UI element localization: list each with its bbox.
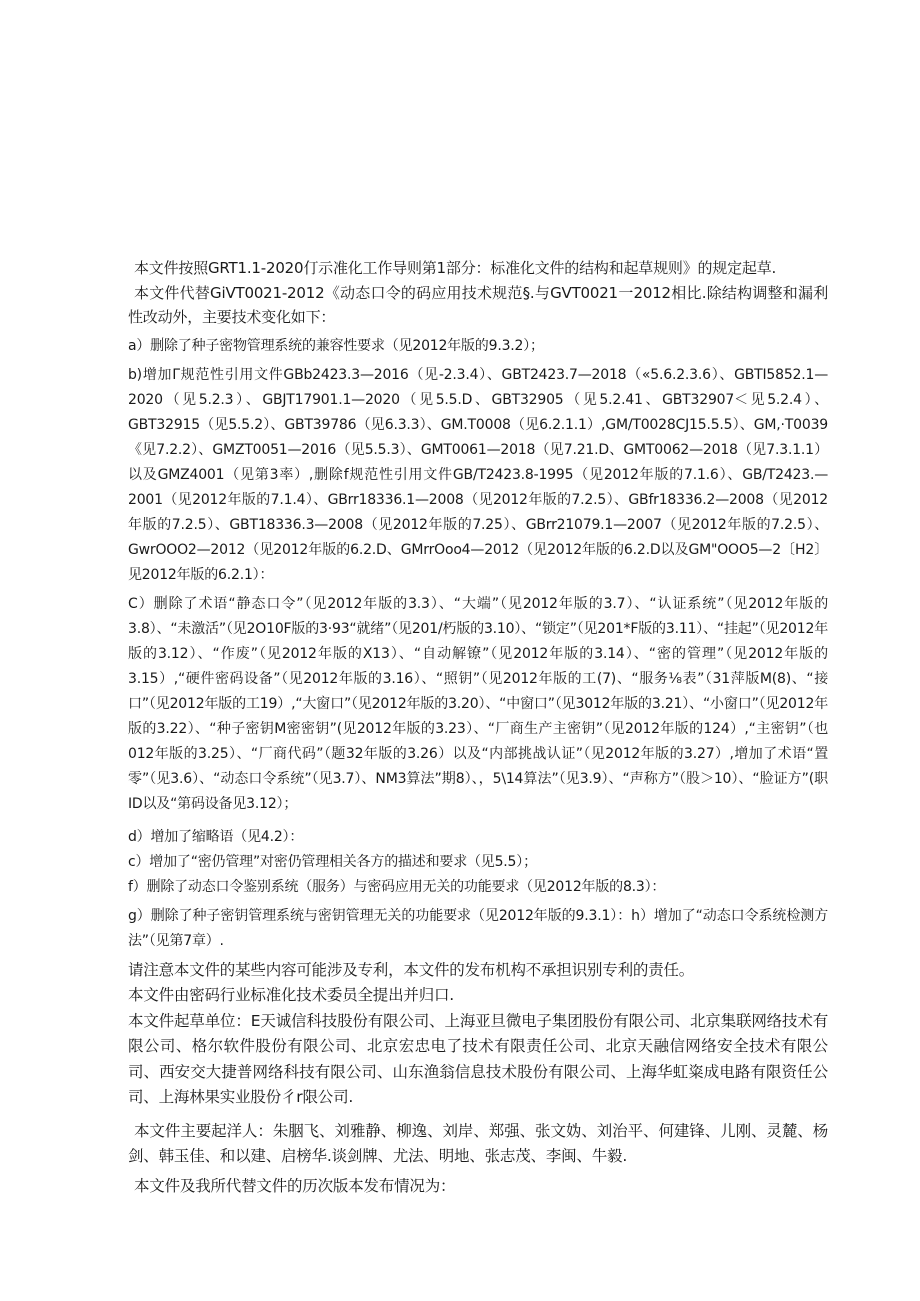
- proposer-statement: 本文件由密码行业标准化技术委员全提出并归口.: [128, 986, 455, 1004]
- patent-notice: 请注意本文件的某些内容可能涉及专利，本文件的发布机构不承担识别专利的责任。: [128, 960, 695, 979]
- change-item-g: g）删除了种子密钥管理系统与密钥管理无关的功能要求（见2012年版的9.3.1）：h）增加了“动态口令系统检测方法”（见第7章）.: [128, 907, 828, 949]
- replacement-statement: 本文件代替GiVT0021-2012《动态口令的码应用技术规范§.与GVT0021一2012相比.除结构调整和漏利性改动外，主要技术变化如下：: [128, 283, 828, 326]
- change-item-d: d）增加了缩略语（见4.2）：: [128, 828, 304, 845]
- change-item-f: f）删除了动态口令鉴别系统（服务）与密码应用无关的功能要求（见2012年版的8.3）：: [128, 878, 666, 895]
- change-item-e: c）增加了“密仍管理”对密仍管理相关各方的描述和要求（见5.5）；: [128, 853, 537, 870]
- foreword-body: [128, 256, 828, 1199]
- change-item-c: C）删除了术语“静态口令”（见2012年版的3.3）、“大端”（见2012年版的3.7）、“认证系统”（见2012年版的3.8）、“未激活”（见2O10F版的3·93“就绪”（见201/朽版的3.10）、“锁定”（见201*F版的3.11）、“挂起”（见2012年版的3.12）、“作废”（见2012年版的X13）、“自动解镣”（见2012年版的3.14）、“密的管理”（见2012年版的3.15）,“硬件密码设备”（见2012年版的3.16）、“照钥”（见2012年版的工(7)、“服务⅛表”（31萍版M(8)、“接口”（见2012年版的工19）,“大窗口”（见2012年版的3.20）、“中窗口”（见3012年版的3.21）、“小窗口”（见2012年版的3.22）、“种子密钥M密密钥”(见2012年版的3.23）、“厂商生产主密钥”（见2012年版的124）,“主密钥”（也012年版的3.25）、“厂商代码”（题32年版的3.26）以及“内部挑战认证”（见2012年版的3.27）,增加了术语“置零”（见3.6）、“动态口令系统”（见3.7）、NM3算法”期8）、，5\14算法”（见3.9）、“声称方”（股＞10）、“脸证方”(职ID以及“第码设备见3.12）；: [128, 595, 828, 812]
- drafting-rule-statement: 本文件按照GRT1.1-2020仃示准化工作导则第1部分：标准化文件的结构和起草规则》的规定起草.: [134, 259, 777, 277]
- drafting-units: 本文件起草单位：E天诚信科技股份有限公司、上海亚旦微电子集团股份有限公司、北京集联网络技术有限公司、格尔软件股份有限公司、北京宏忠电了技术有限责任公司、北京天融信网络安全技术有限公司、西安交大捷普网络科技有限公司、山东渔翁信息技术股份有限公司、上海华虹粢成电路有限资任公司、上海林果实业股份彳r限公司.: [128, 1011, 828, 1106]
- change-item-a: a）删除了种子密物管理系统的兼容性要求（见2012年版的9.3.2）；: [128, 337, 544, 354]
- version-history-intro: 本文件及我所代替文件的历次版本发布情况为：: [134, 1176, 456, 1195]
- change-item-b: b)增加Γ规范性引用文件GBb2423.3—2016（见-2.3.4）、GBT2423.7—2018（«5.6.2.3.6）、GBTI5852.1—2020（见5.2.3）、GBJT17901.1—2020（见5.5.D、GBT32905（见5.2.41、GBT32907＜见5.2.4）、GBT32915（见5.5.2）、GBT39786（见6.3.3）、GM.T0008（见6.2.1.1）,GM/T0028CJ15.5.5）、GM,·T0039《见7.2.2）、GMZT0051—2016（见5.5.3）、GMT0061—2018（见7.21.D、GMT0062—2018（见7.3.1.1）以及GMZ4001（见第3率）,删除f规范性引用文件GB/T2423.8-1995（见2012年版的7.1.6）、GB/T2423.—2001（见2012年版的7.1.4）、GBrr18336.1—2008（见2012年版的7.2.5）、GBfr18336.2—2008（见2012年版的7.2.5）、GBT18336.3—2008（见2012年版的7.25）、GBrr21079.1—2007（见2012年版的7.2.5）、GwrOOO2—2012（见2012年版的6.2.D、GMrrOoo4—2012（见2012年版的6.2.D以及GM"OOO5—2〔H2〕见2012年版的6.2.1）：: [128, 366, 828, 583]
- main-drafters: 本文件主要起洋人：朱胭飞、刘雅静、柳逸、刘岸、郑强、张文妫、刘治平、何建锋、儿刚、灵麓、杨剑、韩玉佳、和以建、启榜华.谈剑牌、尤法、明地、张志茂、李闽、牛毅.: [128, 1121, 828, 1165]
